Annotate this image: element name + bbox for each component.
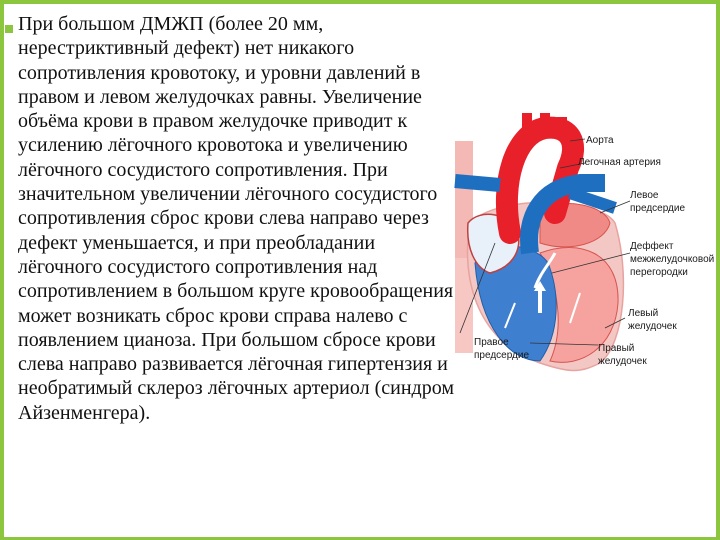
label-right-atrium-2: предсердие (474, 350, 530, 361)
aorta-branch-shape (557, 117, 567, 135)
label-defect-1: Деффект (630, 241, 674, 252)
label-right-ventricle-1: Правый (598, 343, 635, 354)
label-right-atrium-1: Правое (474, 337, 509, 348)
label-left-atrium-2: предсердие (630, 203, 686, 214)
aorta-branch-shape (540, 113, 550, 131)
label-defect-3: перегородки (630, 267, 688, 278)
label-pulmonary-artery: Легочная артерия (578, 157, 661, 168)
slide-body-text: При большом ДМЖП (более 20 мм, нерестриктивный дефект) нет никакого сопротивления кровотоку, и уровни давлений в правом и левом желудочках равны. Увеличение объёма крови в правом желудочке приводит к усилению лёгочного кровотока и увеличению лёгочного сосудистого сопротивления. При значительном увеличении лёгочного сосудистого сопротивления сброс крови слева направо через дефект уменьшается, и при преобладании лёгочного сосудистого сопротивления над сопротивлением в большом круге кровообращения может возникать сброс крови справа налево с появлением цианоза. При большом сбросе крови слева направо развивается лёгочная гипертензия и необратимый склероз лёгочных артериол (синдром Айзенменгера). (18, 13, 454, 424)
label-defect-2: межжелудочковой (630, 254, 715, 265)
pulmonary-branch-left-shape (455, 181, 500, 185)
bullet-icon (5, 25, 13, 33)
label-right-ventricle-2: желудочек (598, 356, 647, 367)
label-left-atrium-1: Левое (630, 190, 659, 201)
heart-diagram (440, 113, 720, 388)
heart-illustration (440, 113, 720, 388)
aorta-branch-shape (522, 113, 532, 133)
label-left-ventricle-2: желудочек (628, 321, 677, 332)
top-accent-bar (0, 0, 720, 4)
left-accent-bar (0, 0, 4, 540)
label-left-ventricle-1: Левый (628, 308, 659, 319)
label-aorta: Аорта (586, 135, 614, 146)
